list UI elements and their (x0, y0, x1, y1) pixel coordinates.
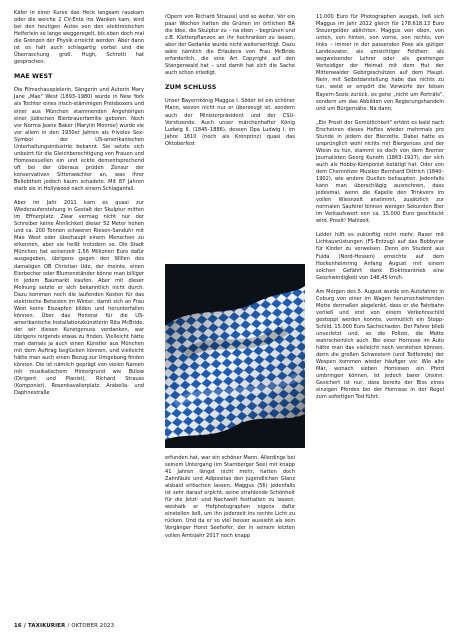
article-paragraph: Am Morgen des 5. August wurde ein Autofahrer in Coburg von einer im Wagen herumschwirrenden Motte dermaßen abgelenkt, dass er die Fahrbahn verließ und erst von einem Verkehrsschild gestoppt werden konnte, vermutlich ein Stopp-Schild. 15.000 Euro Sachschaden. Der Fahrer blieb unverletzt und, so die Polizei, die Motte wahrscheinlich auch. Bei einer Hornisse im Auto hätte man das vielleicht noch verstehen können, denn die großen Schwestern (und Todfeinde) der Wespen kommen wieder häufiger vor. Wie alte Mär, wonach sieben Hornissen ein Pferd umbringen können, ist jedoch barer Unsinn. Gesichert ist nur, dass bereits der Biss eines einzigen Pferdes bei der Hornisse in der Regel zum sofortigen Tod führt. (316, 288, 444, 401)
column-middle-continued (165, 455, 295, 540)
article-paragraph: erfunden hat, war ein schöner Mann. Allerdings bei seinem Untergang (im Starnberger See) mit knapp 41 Jahren längst nicht mehr, hatten doch Zahnfäule und Adipositas den jugendlichen Glanz alsbald erlöschen lassen. Maggus (56) jedenfalls ist sehr darauf erpicht, seine strahlende Schönheit für die Jetzt- und Nachwelt festhalten zu lassen, weshalb er Hofphotographen eigens dafür einstellen ließ, um ihn jederzeit ins rechte Licht zu rücken. Und da er so viel besser aussieht als sein Vorgänger Horst Seehofer, der in seinem letzten vollen Amtsjahr 2017 noch knapp (165, 455, 295, 539)
bavarian-flag-photo (165, 264, 305, 448)
footer-page-magazine: 16 / TAXIKURIER (14, 623, 66, 629)
section-heading-mae-west: MAE WEST (14, 73, 53, 81)
section-heading-zum-schluss: ZUM SCHLUSS (165, 84, 217, 92)
column-left (14, 10, 144, 397)
footer-issue-date: / OKTOBER 2023 (67, 623, 115, 629)
article-paragraph: Leider hilft es zukünftig nicht mehr, Raser mit Lichtausrüstungen (FS-Entzug) auf das Bobbycar für Kinder zu verweisen. Denn ein Student aus Fulda (Nord-Hessen) erreichte auf dem Hockenheimring Anfang August mit einem solchen Gefährt dank Elektroantrieb eine Geschwindigkeit von 148,45 km/h. (316, 232, 444, 281)
article-paragraph: Die Filmschauspielerin, Sängerin und Autorin Mary Jane „Mae" West (1893–1980) wurde in New York als Tochter eines irisch-stämmigen Preisboxers und einer aus München stammenden Angehörigen einer jüdischen Bierbrauerfamilie geboren. Noch vor Norma Jeane Baker (Marylin Monroe) wurde sie vor allem in den 1930er Jahren als frivoles Sex-Symbol der US-amerikanischen Unterhaltungsindustrie bekannt. Sie setzte sich unbeirrt für die Gleichberechtigung von Frauen und Homosexuellen ein und eckte dementsprechend oft bei der überaus prüden Zensur der konservativen Sittenwächter an, was ihrer Beliebtheit jedoch kaum schadete. Mit 87 Jahren starb sie in Hollywood nach einem Schlaganfall. (14, 87, 144, 193)
column-middle (165, 14, 295, 148)
article-paragraph: Käfer in einer Kurve das Heck langsam rauskam oder die weiche 2 CV-Ente ins Wanken kam, wird bei den heutigen Autos von den elektronischen Helferlein so lange weggeregelt, bis eben doch mal die Grenzen der Physik erreicht werden. Aber dann ist es halt auch schlagartig vorbei und die Überraschung groß. Hugh, Schrotti hat gesprochen. (14, 10, 144, 66)
page-footer (14, 623, 114, 629)
article-paragraph: Aber im Jahr 2011 kam es quasi zur Wiederauferstehung in Gestalt der Skulptur mitten im Effnerplatz. Zwar vermag nicht nur der Schreiber keine Ähnlichkeit dieser 52 Meter hohen und ca. 200 Tonnen schweren Riesen-Sanduhr mit Mae West oder überhaupt einem Menschen zu erkennen, aber sie heißt trotzdem so. Die Stadt München hat seinerzeit 1,56 Millionen Euro dafür ausgegeben, übrigens gegen den Willen des damaligen OB Christian Ude, der meinte, einen Eierbecher oder Blumenständer könne man billiger in jedem Baumarkt kaufen. Aber mit dieser Meinung setzte er sich bekanntlich nicht durch. Dazu kommen noch die laufenden Kosten für das elektrische Beheizen im Winter, damit sich an Frau West keine Eiszapfen bilden und herunterfallen können. Über das Honorar für die US-amerikanische Installationskünstlerin Rita McBride, der wir diesen Kunstgenuss verdanken, war übrigens nirgends etwas zu finden. Vielleicht hätte man damals ja auch einen Künstler aus München mit dem Auftrag beglücken können, und vielleicht hätte man auch einen Bezug zur Umgebung finden können. Die ist nämlich geprägt von vielen Namen mit musikalischem Hintergrund wie Bülow (Dirigent und Pianist), Richard Strauss (Komponist), Rosenkavalierplatz, Arabella- und Daphnestraße (14, 200, 144, 397)
article-paragraph: Unser Bayernkönig Maggus I. Söder ist ein schöner Mann, wovon nicht nur er überzeugt ist, sondern auch der Ministerpräsident und der CSU-Vorsitzende. Auch unser märchenhafter König Ludwig II. (1845–1886), dessen Opa Ludwig I. im Jahre 1810 (noch als Kronprinz) quasi das Oktoberfest (165, 98, 295, 147)
article-paragraph: 11.000 Euro für Photographen ausgab, ließ sich Maggus im Jahr 2022 gleich für 178.618,13 Euro Steuergelder ablichten. Maggus von oben, von unten, von hinten, von vorne, von rechts, von links – immer in der passenden Pose als gütiger Landesvater, als umsichtiger Feldherr, als wegweisender Lehrer oder als gestrenger Verteidiger der Heimat mit dem Hut der Mittenwalder Gebirgsschützen auf dem Haupt. Nein, mit Selbstdarstellung habe das nichts zu tun, weist er empört die Vorwürfe der bösen Bayern-Sozis zurück, es gehe „nicht um Porträts", sondern um das Abbilden von Regierungshandeln und um Bürgernähe. Na dann. (316, 14, 444, 112)
article-paragraph: (Opern von Richard Strauss) und so weiter. Vor ein paar Wochen hatten die Grünen im örtlichen BA die Idee, die Skulptur zu – na eben – begrünen und z.B. Kletterpflanzen an ihr hochranken zu lassen, aber der Gedanke wurde nicht weiterverfolgt. Dazu wäre nämlich die Erlaubnis von Frau McBride erforderlich, die eine Art Copyright auf den Stangenwald hat – und damit hat sich die Sache auch schon erledigt. (165, 14, 295, 77)
column-right (316, 14, 444, 401)
bavarian-flag-image (165, 264, 305, 448)
article-paragraph: „Ein Prosit der Gemütlichkeit" ertönt es bald nach Erscheinen dieses Heftes wieder mehrmals pro Stunde in jedem der Bierzelte. Dabei hatte es ursprünglich wohl nichts mit Biergenuss und der Wiesn zu tun, stammt es doch von dem Bremer Journalisten Georg Kunoth (1863–1927), der sich auch als Hobby-Komponist betätigt hat. Oder von dem Chemnitzer Musiker Bernhard Dittrich (1840–1902), wie andere Quellen behaupten. Jedenfalls kann man überschlägig ausrechnen, dass jedesmal, wenn die Kapelle den Trinkvers im vollen Wiesnzelt anstimmt, zusätzlich zur normalen Sauferei binnen weniger Sekunden Bier im Verkaufswert von ca. 15.000 Euro geschluckt wird. Prosit! Mahlzeit. (316, 119, 444, 225)
